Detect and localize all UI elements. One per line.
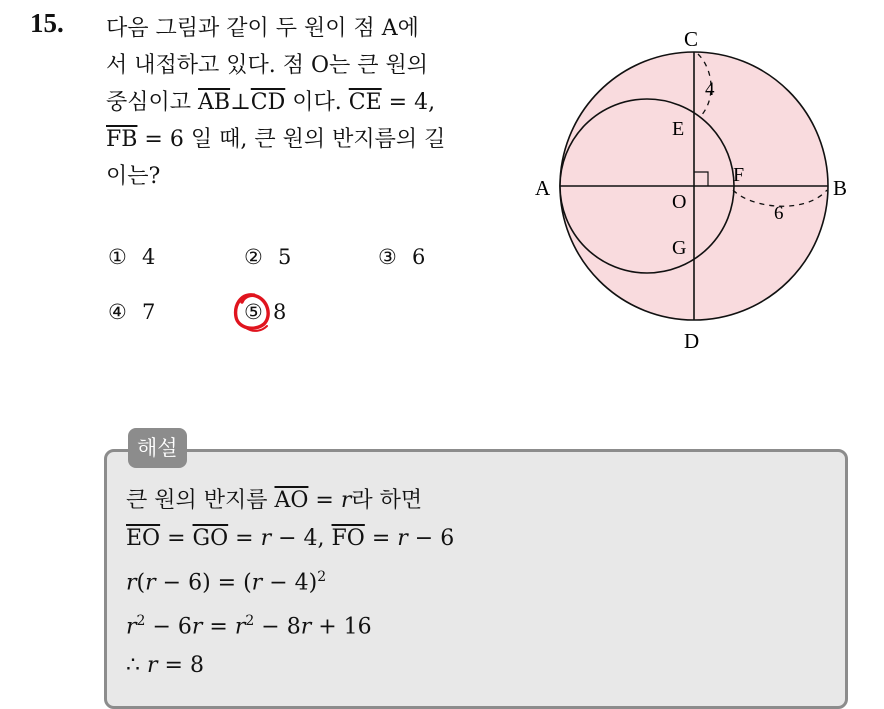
text-segment: =	[202, 614, 235, 640]
text-segment: =	[228, 526, 261, 551]
text-segment: = 6 일 때, 큰 원의 반지름의 길	[137, 127, 446, 152]
variable-r: r	[234, 614, 246, 640]
question-number: 15.	[30, 8, 64, 38]
choice-mark: ③	[378, 245, 397, 269]
choice-value: 7	[142, 300, 156, 324]
label-d: D	[684, 329, 700, 353]
label-a: A	[535, 176, 551, 200]
text-segment: − 4)	[262, 570, 318, 596]
choice-value: 6	[412, 245, 426, 269]
choice-3[interactable]	[378, 245, 425, 269]
exponent: 2	[317, 569, 327, 585]
segment-cd: $\overline{CD}$	[250, 90, 286, 115]
answer-circle-icon	[232, 290, 272, 334]
choice-mark: ④	[108, 300, 127, 324]
question-line-2: 서 내접하고 있다. 점 O는 큰 원의	[106, 53, 429, 78]
choice-mark: ①	[108, 245, 127, 269]
choice-mark: ②	[244, 245, 263, 269]
choice-value: 5	[278, 245, 292, 269]
segment-eo: $\overline{EO}$	[126, 526, 161, 551]
text-segment: − 6) = (	[155, 570, 252, 596]
variable-r: r	[300, 614, 312, 640]
geometry-figure	[524, 18, 850, 358]
exponent: 2	[136, 613, 146, 630]
text-segment: 큰 원의 반지름	[126, 488, 275, 513]
variable-r: r	[260, 526, 272, 551]
variable-r: r	[126, 570, 137, 596]
question-text	[106, 10, 516, 195]
text-segment: =	[364, 526, 398, 551]
variable-r: r	[126, 614, 137, 640]
text-segment: − 4,	[271, 526, 332, 551]
variable-r: r	[340, 488, 352, 513]
solution-line-5	[126, 647, 454, 685]
label-o: O	[672, 191, 687, 213]
segment-ce: $\overline{CE}$	[348, 90, 382, 115]
text-segment: 중심이고	[106, 90, 199, 115]
solution-line-4	[126, 602, 454, 646]
exponent: 2	[245, 613, 255, 630]
solution-line-2	[126, 520, 454, 558]
perpendicular-symbol: ⊥	[230, 90, 251, 115]
variable-r: r	[251, 570, 263, 596]
text-segment: = 4,	[381, 90, 436, 115]
question-line-3	[106, 84, 516, 121]
solution-tag: 해설	[128, 428, 187, 468]
label-b: B	[833, 176, 848, 200]
text-segment: − 6	[145, 614, 192, 640]
segment-fb: $\overline{FB}$	[106, 127, 138, 152]
choice-2[interactable]	[244, 245, 291, 269]
solution-text	[126, 482, 454, 685]
question-line-5: 이는?	[106, 164, 161, 189]
label-e: E	[672, 118, 685, 140]
text-segment: 라 하면	[351, 488, 423, 513]
choice-1[interactable]	[108, 245, 155, 269]
therefore-symbol: ∴	[126, 652, 147, 678]
choice-mark: ⑤	[244, 300, 263, 324]
text-segment: + 16	[311, 614, 372, 640]
text-segment: =	[160, 526, 193, 551]
choice-value: 4	[142, 245, 156, 269]
segment-go: $\overline{GO}$	[192, 526, 229, 551]
text-segment: − 8	[254, 614, 301, 640]
length-fb: 6	[774, 203, 784, 224]
text-segment: − 6	[407, 526, 455, 551]
text-segment: =	[308, 488, 341, 513]
label-f: F	[733, 164, 745, 186]
text-segment: 이다.	[285, 90, 349, 115]
segment-fo: $\overline{FO}$	[331, 526, 365, 551]
choice-value: 8	[273, 300, 287, 324]
solution-line-1	[126, 482, 454, 520]
solution-line-3	[126, 558, 454, 602]
variable-r: r	[191, 614, 203, 640]
label-c: C	[684, 27, 699, 51]
text-segment: (	[136, 570, 146, 596]
segment-ab: $\overline{AB}$	[198, 90, 231, 115]
length-ce: 4	[705, 79, 715, 100]
question-line-4	[106, 121, 516, 158]
variable-r: r	[397, 526, 408, 551]
question-line-1: 다음 그림과 같이 두 원이 점 A에	[106, 16, 419, 41]
text-segment: = 8	[157, 652, 204, 678]
variable-r: r	[147, 652, 158, 678]
choice-4[interactable]	[108, 300, 155, 324]
segment-ao: $\overline{AO}$	[274, 488, 309, 513]
label-g: G	[672, 237, 687, 259]
variable-r: r	[145, 570, 156, 596]
